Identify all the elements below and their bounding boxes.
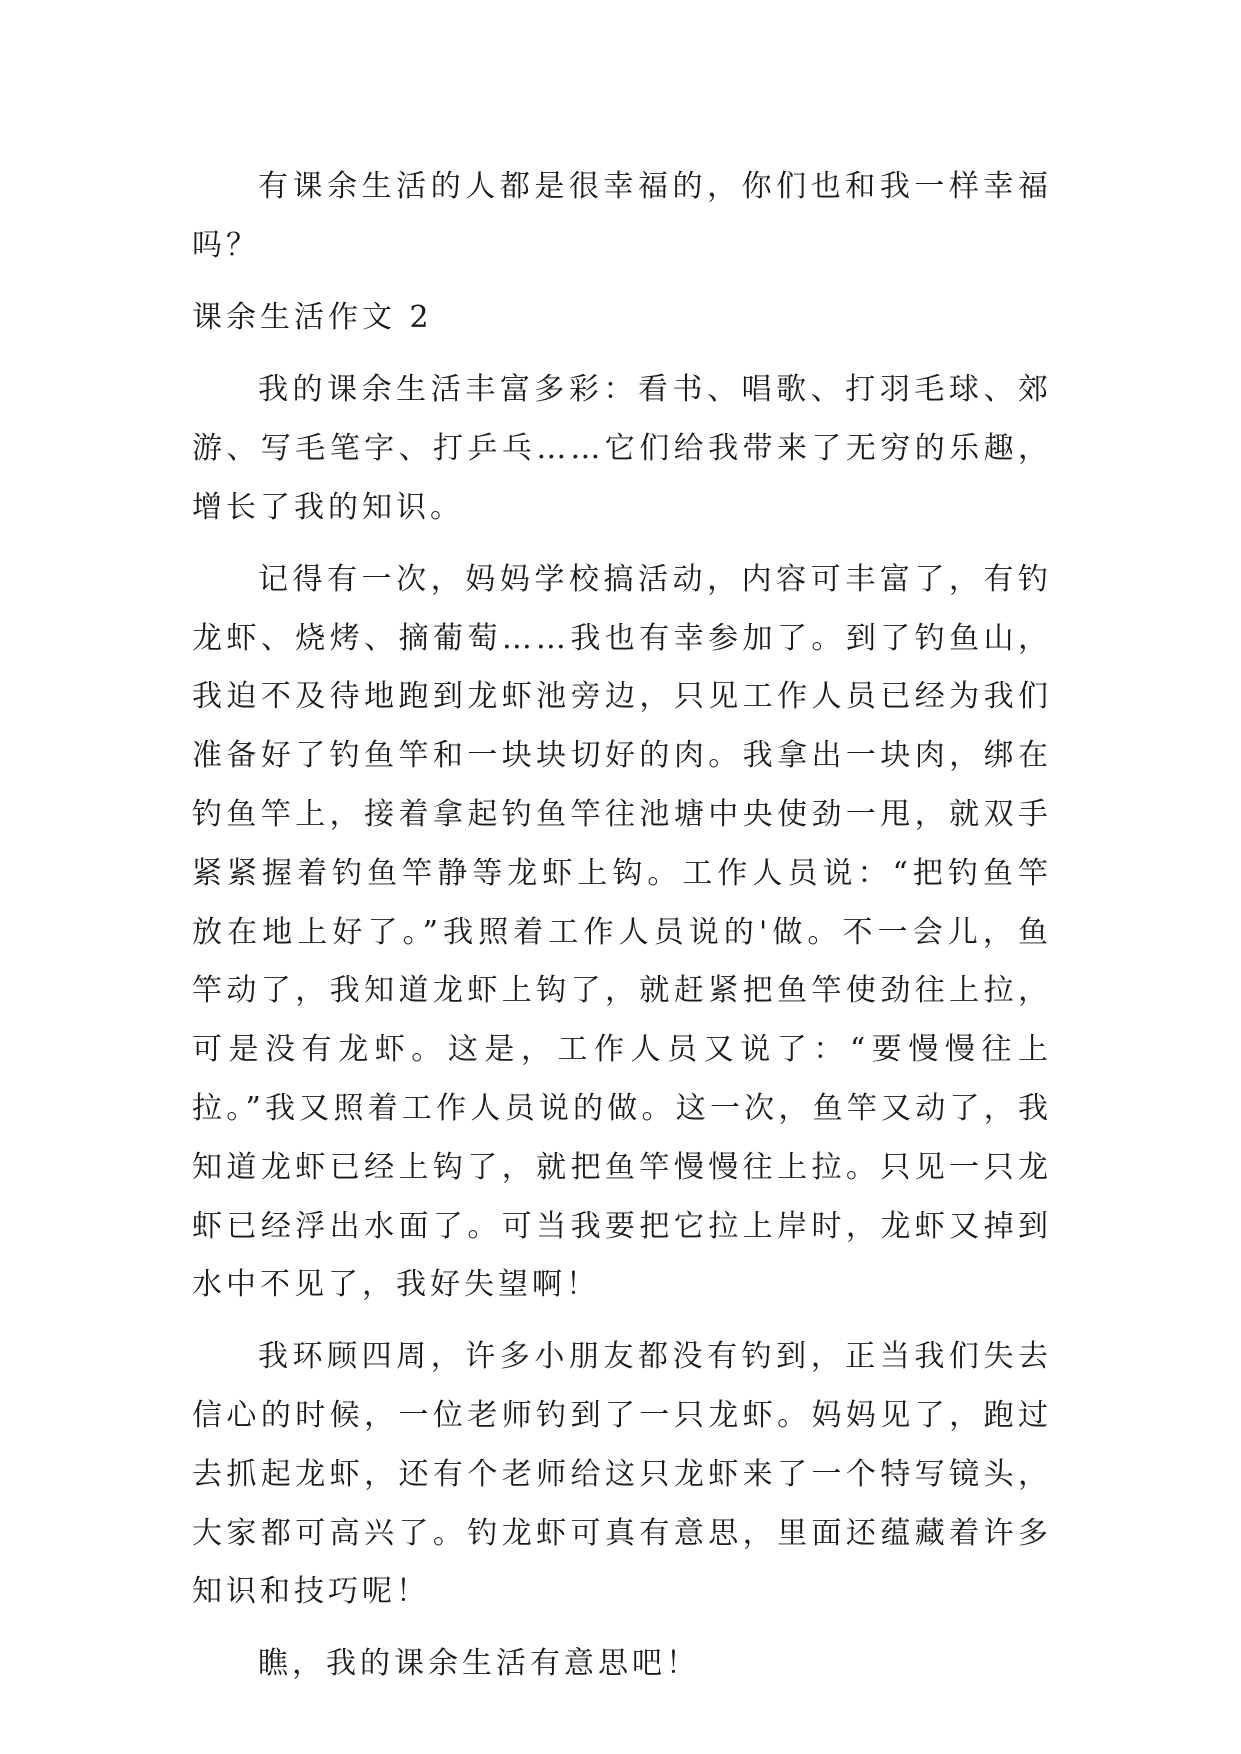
paragraph-2: 记得有一次，妈妈学校搞活动，内容可丰富了，有钓龙虾、烧烤、摘葡萄……我也有幸参加了。到了钓鱼山，我迫不及待地跑到龙虾池旁边，只见工作人员已经为我们准备好了钓鱼竿和一块块切好的肉。我拿出一块肉，绑在钓鱼竿上，接着拿起钓鱼竿往池塘中央使劲一甩，就双手紧紧握着钓鱼竿静等龙虾上钩。工作人员说：“把钓鱼竿放在地上好了。”我照着工作人员说的'做。不一会儿，鱼竿动了，我知道龙虾上钩了，就赶紧把鱼竿使劲往上拉，可是没有龙虾。这是，工作人员又说了：“要慢慢往上拉。”我又照着工作人员说的做。这一次，鱼竿又动了，我知道龙虾已经上钩了，就把鱼竿慢慢往上拉。只见一只龙虾已经浮出水面了。可当我要把它拉上岸时，龙虾又掉到水中不见了，我好失望啊！ bbox=[192, 561, 1052, 1303]
paragraph-4: 瞧，我的课余生活有意思吧！ bbox=[258, 1646, 700, 1682]
paragraph-1: 我的课余生活丰富多彩：看书、唱歌、打羽毛球、郊游、写毛笔字、打乒乓……它们给我带来了无穷的乐趣，增长了我的知识。 bbox=[192, 372, 1052, 525]
essay-heading: 课余生活作文 2 bbox=[192, 299, 433, 335]
document-body bbox=[192, 158, 1052, 1707]
intro-paragraph: 有课余生活的人都是很幸福的，你们也和我一样幸福吗？ bbox=[192, 169, 1052, 263]
paragraph-3: 我环顾四周，许多小朋友都没有钓到，正当我们失去信心的时候，一位老师钓到了一只龙虾。妈妈见了，跑过去抓起龙虾，还有个老师给这只龙虾来了一个特写镜头，大家都可高兴了。钓龙虾可真有意思，里面还蕴藏着许多知识和技巧呢！ bbox=[192, 1339, 1052, 1610]
